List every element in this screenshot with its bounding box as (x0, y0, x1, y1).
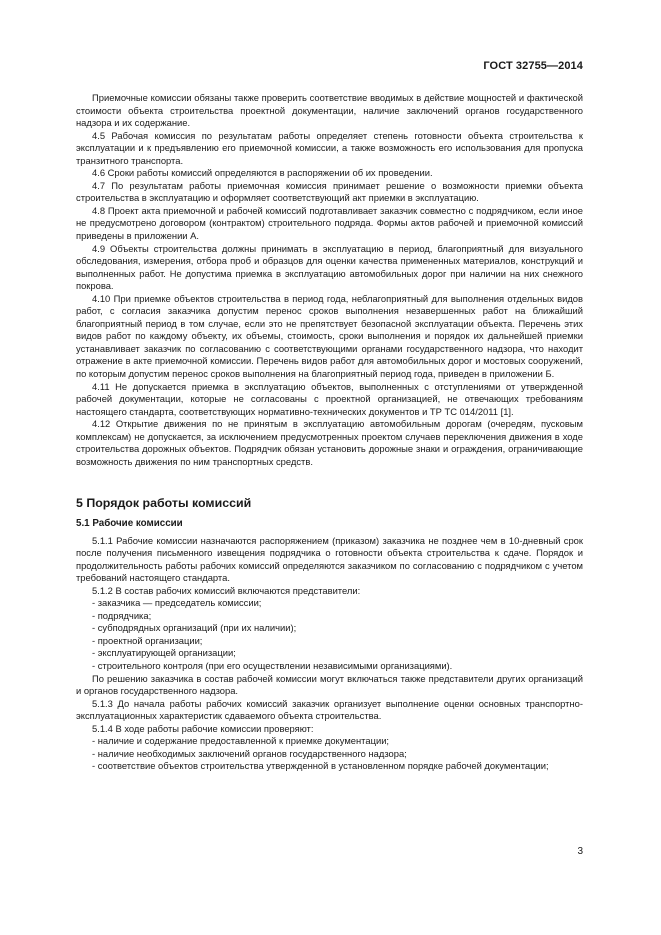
list-item: - подрядчика; (92, 609, 152, 621)
paragraph-4-11: 4.11 Не допускается приемка в эксплуатацию объектов, выполненных с отступлениями от утвержденной рабочей документации, которые не согласованы с проектной организацией, не отвечающих требованиям настоящего стандарта, соответствующих нормативно-технических документов и ТР ТС 014/2011 [1]. (76, 380, 583, 417)
list-item: - соответствие объектов строительства утвержденной в установленном порядке рабочей документации; (92, 760, 549, 772)
list-item: - заказчика — председатель комиссии; (92, 597, 262, 609)
list-item: - эксплуатирующей организации; (92, 647, 236, 659)
page-number: 3 (577, 846, 583, 857)
paragraph-5-1-3: 5.1.3 До начала работы рабочих комиссий заказчик организует выполнение оценки основных транспортно-эксплуатационных характеристик сдаваемого объекта строительства. (76, 697, 583, 722)
document-body (76, 92, 583, 773)
paragraph-4-9: 4.9 Объекты строительства должны принимать в эксплуатацию в период, благоприятный для визуального обследования, измерения, отбора проб и образцов для оценки качества примененных материалов, конструкций и выполненных работ. Не допустима приемка в эксплуатацию автомобильных дорог при наличии на них снежного покрова. (76, 242, 583, 292)
subsection-title: 5.1 Рабочие комиссии (76, 517, 183, 529)
paragraph-decision: По решению заказчика в состав рабочей комиссии могут включаться также представители других организаций и органов государственного надзора. (76, 672, 583, 697)
list-item: - наличие и содержание предоставленной к приемке документации; (92, 735, 390, 747)
paragraph-4-5: 4.5 Рабочая комиссия по результатам работы определяет степень готовности объекта строительства к эксплуатации и к предъявлению его приемочной комиссии, а также возможность его использования для пропуска транзитного транспорта. (76, 129, 583, 166)
paragraph-4-8: 4.8 Проект акта приемочной и рабочей комиссий подготавливает заказчик совместно с подрядчиком, если иное не предусмотрено договором (контрактом) строительного подряда. Формы актов рабочей и приемочной комиссий приведены в приложении А. (76, 204, 583, 242)
document-header: ГОСТ 32755—2014 (483, 60, 583, 72)
paragraph-4-12: 4.12 Открытие движения по не принятым в эксплуатацию автомобильным дорогам (очередям, пусковым комплексам) не допускается, за исключением предусмотренных проектом случаев переключения движения в ходе строительства дорожных объектов. Подрядчик обязан установить дорожные знаки и ограждения, ограничивающие возможность движения по ним транспортных средств. (76, 418, 583, 467)
paragraph-5-1-1: 5.1.1 Рабочие комиссии назначаются распоряжением (приказом) заказчика не позднее чем в 10-дневный срок после получения письменного извещения подрядчика о готовности объекта строительства к сдаче. Порядок и продолжительность работы рабочих комиссий определяются заказчиком по согласованию с подрядчиком с учетом требований настоящего стандарта. (76, 534, 583, 584)
list-item: - наличие необходимых заключений органов государственного надзора; (92, 747, 407, 759)
list-item: - строительного контроля (при его осуществлении независимыми организациями). (92, 659, 453, 671)
section-title: 5 Порядок работы комиссий (76, 496, 252, 511)
paragraph-acceptance-commissions: Приемочные комиссии обязаны также проверить соответствие вводимых в действие мощностей и фактической стоимости объекта строительства проектной документации, наличие заключений органов государственного надзора и их содержание. (76, 92, 583, 129)
paragraph-5-1-2: 5.1.2 В состав рабочих комиссий включаются представители: (92, 584, 361, 596)
list-item: - проектной организации; (92, 634, 203, 646)
paragraph-4-6: 4.6 Сроки работы комиссий определяются в распоряжении об их проведении. (92, 167, 433, 179)
list-item: - субподрядных организаций (при их наличии); (92, 622, 297, 634)
paragraph-4-7: 4.7 По результатам работы приемочная комиссия принимает решение о возможности приемки объекта строительства в эксплуатацию и оформляет соответствующий акт приемки в эксплуатацию. (76, 179, 583, 204)
paragraph-5-1-4: 5.1.4 В ходе работы рабочие комиссии проверяют: (92, 722, 314, 734)
paragraph-4-10: 4.10 При приемке объектов строительства в период года, неблагоприятный для выполнения отдельных видов работ, с согласия заказчика допустим перенос сроков выполнения незавершенных работ на ближайший благоприятный период в том случае, если это не препятствует безопасной эксплуатации объекта. Перечень этих видов работ по каждому объекту, их объемы, стоимость, сроки выполнения и порядок их дальнейшей приемки устанавливает заказчик по согласованию с соответствующими органами государственного надзора, что находит отражение в акте приемочной комиссии. Перечень видов работ для автомобильных дорог и мостовых сооружений, по которым допустим перенос сроков выполнения на благоприятный период года, приведен в приложении Б. (76, 292, 583, 380)
